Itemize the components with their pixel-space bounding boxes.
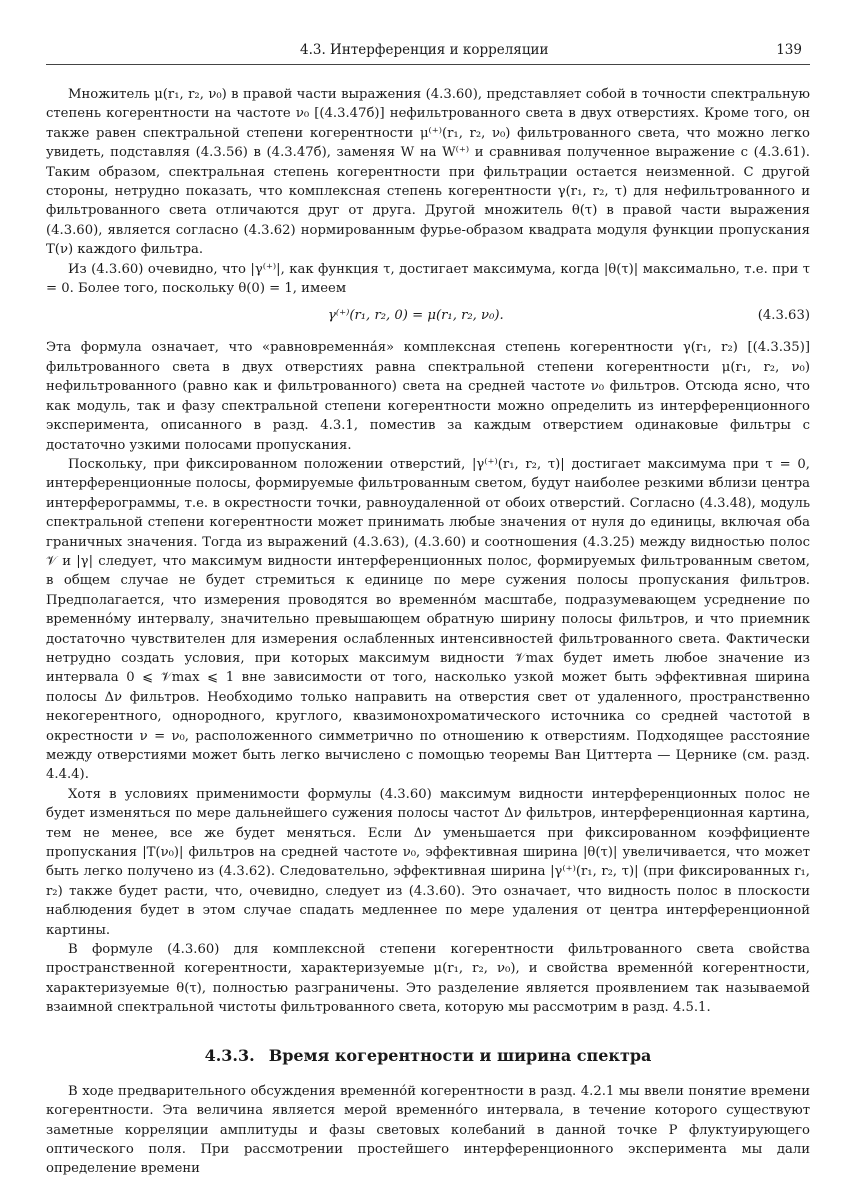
- paragraph-5: Хотя в условиях применимости формулы (4.3.60) максимум видности интерференционных полос не будет изменяться по мере дальнейшего сужения полосы частот Δν фильтров, интерференционная картина, тем не менее, все же будет меняться. Если Δν уменьшается при фиксированном коэффициенте пропускания |T(ν₀)| фильтров на средней частоте ν₀, эффективная ширина |θ(τ)| увеличивается, что может быть легко получено из (4.3.62). Следовательно, эффективная ширина |γ⁽⁺⁾(r₁, r₂, τ)| (при фиксированных r₁, r₂) также будет расти, что, очевидно, следует из (4.3.60). Это означает, что видность полос в плоскости наблюдения будет в этом случае спадать медленнее по мере удаления от центра интерференционной картины.: [46, 786, 810, 938]
- running-head: [46, 42, 810, 62]
- document-page: [46, 0, 810, 1177]
- paragraph-4: Поскольку, при фиксированном положении отверстий, |γ⁽⁺⁾(r₁, r₂, τ)| достигает максимума при τ = 0, интерференционные полосы, формируемые фильтрованным светом, будут наиболее резкими вблизи центра интерферограммы, т.е. в окрестности точки, равноудаленной от обоих отверстий. Согласно (4.3.48), модуль спектральной степени когерентности может принимать любые значения от нуля до единицы, включая оба граничных значения. Тогда из выражений (4.3.63), (4.3.60) и соотношения (4.3.25) между видностью полос 𝒱 и |γ| следует, что максимум видности интерференционных полос, формируемых фильтрованным светом, в общем случае не будет стремиться к единице по мере сужения полосы пропускания фильтров. Предполагается, что измерения проводятся во временно́м масштабе, подразумевающем усреднение по временно́му интервалу, значительно превышающем обратную ширину полосы фильтров, и что приемник достаточно чувствителен для измерения ослабленных интенсивностей фильтрованного света. Фактически нетрудно создать условия, при которых максимум видности 𝒱max будет иметь любое значение из интервала 0 ⩽ 𝒱max ⩽ 1 вне зависимости от того, насколько узкой может быть эффективная ширина полосы Δν фильтров. Необходимо только направить на отверстия свет от удаленного, пространственно некогерентного, однородного, круглого, квазимонохроматического источника со средней частотой в окрестности ν = ν₀, расположенного симметрично по отношению к отверстиям. Подходящее расстояние между отверстиями может быть легко вычислено с помощью теоремы Ван Циттерта — Цернике (см. разд. 4.4.4).: [46, 456, 810, 783]
- equation-4-3-63: [46, 298, 810, 338]
- page-number: 139: [776, 42, 802, 58]
- paragraph-3: Эта формула означает, что «равновременна́я» комплексная степень когерентности γ(r₁, r₂) [(4.3.35)] фильтрованного света в двух отверстиях равна спектральной степени когерентности μ(r₁, r₂, ν₀) нефильтрованного (равно как и фильтрованного) света на средней частоте ν₀ фильтров. Отсюда ясно, что как модуль, так и фазу спектральной степени когерентности можно определить из интерференционного эксперимента, описанного в разд. 4.3.1, поместив за каждым отверстием одинаковые фильтры с достаточно узкими полосами пропускания.: [46, 340, 810, 453]
- section-number: 4.3.3.: [204, 1045, 255, 1065]
- paragraph-7: В ходе предварительного обсуждения временно́й когерентности в разд. 4.2.1 мы ввели понятие времени когерентности. Эта величина является мерой временно́го интервала, в течение которого существуют заметные корреляции амплитуды и фазы световых колебаний в данной точке P флуктуирующего оптического поля. При рассмотрении простейшего интерференционного эксперимента мы дали определение времени: [46, 1083, 810, 1177]
- section-title: Время когерентности и ширина спектра: [268, 1045, 652, 1065]
- equation-body: γ⁽⁺⁾(r₁, r₂, 0) = μ(r₁, r₂, ν₀).: [328, 308, 504, 324]
- page-body: [46, 85, 810, 1179]
- section-heading: [46, 1046, 810, 1065]
- paragraph-2: Из (4.3.60) очевидно, что |γ⁽⁺⁾|, как функция τ, достигает максимума, когда |θ(τ)| максимально, т.е. при τ = 0. Более того, поскольку θ(0) = 1, имеем: [46, 261, 810, 297]
- running-head-section: 4.3. Интерференция и корреляции: [300, 42, 549, 58]
- equation-number: (4.3.63): [757, 308, 810, 324]
- paragraph-6: В формуле (4.3.60) для комплексной степени когерентности фильтрованного света свойства пространственной когерентности, характеризуемые μ(r₁, r₂, ν₀), и свойства временно́й когерентности, характеризуемые θ(τ), полностью разграничены. Это разделение является проявлением так называемой взаимной спектральной чистоты фильтрованного света, которую мы рассмотрим в разд. 4.5.1.: [46, 942, 810, 1016]
- paragraph-1: Множитель μ(r₁, r₂, ν₀) в правой части выражения (4.3.60), представляет собой в точности спектральную степень когерентности на частоте ν₀ [(4.3.47б)] нефильтрованного света в двух отверстиях. Кроме того, он также равен спектральной степени когерентности μ⁽⁺⁾(r₁, r₂, ν₀) фильтрованного света, что можно легко увидеть, подставляя (4.3.56) в (4.3.47б), заменяя W на W⁽⁺⁾ и сравнивая полученное выражение с (4.3.61). Таким образом, спектральная степень когерентности при фильтрации остается неизменной. С другой стороны, нетрудно показать, что комплексная степень когерентности γ(r₁, r₂, τ) для нефильтрованного и фильтрованного света отличаются друг от друга. Другой множитель θ(τ) в правой части выражения (4.3.60), является согласно (4.3.62) нормированным фурье-образом квадрата модуля функции пропускания T(ν) каждого фильтра.: [46, 87, 810, 258]
- header-rule: [46, 64, 810, 65]
